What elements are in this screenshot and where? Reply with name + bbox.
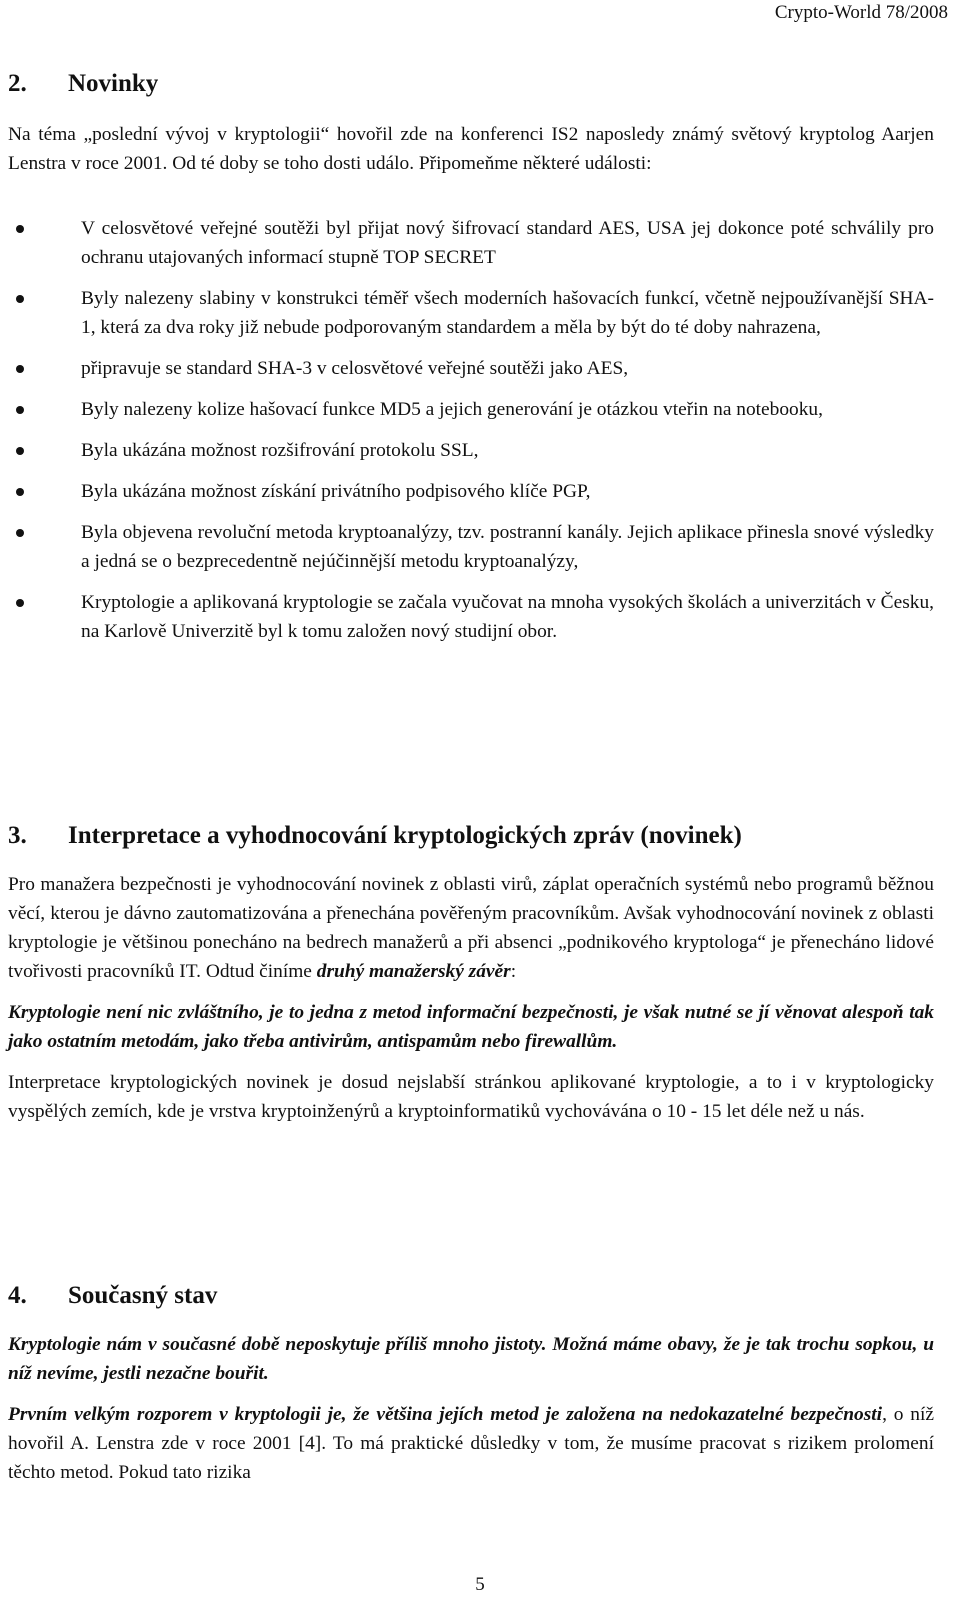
section-3-number: 3.: [8, 822, 27, 849]
list-item: Byla objevena revoluční metoda kryptoanalýzy, tzv. postranní kanály. Jejich aplikace přinesla snové výsledky a jedná se o bezprecedentně nejúčinnější metodu kryptoanalýzy,: [8, 518, 934, 576]
bullet-icon: [16, 529, 24, 537]
list-item: připravuje se standard SHA-3 v celosvětové veřejné soutěži jako AES,: [8, 354, 934, 383]
list-item: Byla ukázána možnost rozšifrování protokolu SSL,: [8, 436, 934, 465]
section-2-intro-block: [8, 120, 934, 178]
section-3-conclusion: Kryptologie není nic zvláštního, je to jedna z metod informační bezpečnosti, je však nutné se jí věnovat alespoň tak jako ostatním metodám, jako třeba antivirům, antispamům nebo firewallům.: [8, 1002, 934, 1052]
section-3-paragraph-2: Interpretace kryptologických novinek je dosud nejslabší stránkou aplikované kryptologie, a to i v kryptologicky vyspělých zemích, kde je vrstva kryptoinženýrů a kryptoinformatiků vychovávána o 10 - 15 let déle než u nás.: [8, 1072, 934, 1122]
list-item: V celosvětové veřejné soutěži byl přijat nový šifrovací standard AES, USA jej dokonce poté schválily pro ochranu utajovaných informací stupně TOP SECRET: [8, 214, 934, 272]
section-2-title: Novinky: [68, 70, 159, 97]
page-number: 5: [475, 1574, 485, 1595]
section-4-number: 4.: [8, 1282, 27, 1309]
bullet-icon: [16, 447, 24, 455]
bullet-icon: [16, 295, 24, 303]
bullet-icon: [16, 488, 24, 496]
bullet-icon: [16, 599, 24, 607]
list-item: Byly nalezeny slabiny v konstrukci téměř všech moderních hašovacích funkcí, včetně nejpoužívanější SHA-1, která za dva roky již nebude podporovaným standardem a měla by být do té doby nahrazena,: [8, 284, 934, 342]
section-3-heading: [8, 822, 742, 850]
list-item: Byly nalezeny kolize hašovací funkce MD5 a jejich generování je otázkou vteřin na notebooku,: [8, 395, 934, 424]
section-4-heading: [8, 1282, 217, 1310]
section-4-paragraph-1: Kryptologie nám v současné době neposkytuje příliš mnoho jistoty. Možná máme obavy, že je tak trochu sopkou, u níž nevíme, jestli nezačne bouřit.: [8, 1334, 934, 1384]
section-4-title: Současný stav: [68, 1282, 218, 1309]
second-manager-conclusion-label: druhý manažerský závěr: [316, 961, 511, 982]
list-item: Kryptologie a aplikovaná kryptologie se začala vyučovat na mnoha vysokých školách a univerzitách v Česku, na Karlově Univerzitě byl k tomu založen nový studijní obor.: [8, 588, 934, 646]
bullet-icon: [16, 406, 24, 414]
section-2-bullet-list: [8, 214, 934, 646]
section-2-number: 2.: [8, 70, 27, 97]
bullet-icon: [16, 365, 24, 373]
section-3-body: [8, 870, 934, 1126]
running-head: Crypto-World 78/2008: [774, 2, 948, 23]
list-item: Byla ukázána možnost získání privátního podpisového klíče PGP,: [8, 477, 934, 506]
section-3-paragraph-1: Pro manažera bezpečnosti je vyhodnocování novinek z oblasti virů, záplat operačních systémů nebo programů běžnou věcí, kterou je dávno zautomatizována a přenechána pověřeným pracovníkům. Avšak vyhodnocování novinek z oblasti kryptologie je většinou ponecháno na bedrech manažerů a při absenci „podnikového kryptologa“ je přenecháno lidové tvořivosti pracovníků IT. Odtud činíme druhý manažerský závěr:: [8, 874, 934, 982]
section-2-intro: Na téma „poslední vývoj v kryptologii“ hovořil zde na konferenci IS2 naposledy známý světový kryptolog Aarjen Lenstra v roce 2001. Od té doby se toho dosti událo. Připomeňme některé události:: [8, 124, 934, 174]
section-3-title: Interpretace a vyhodnocování kryptologických zpráv (novinek): [68, 822, 742, 849]
bullet-icon: [16, 225, 24, 233]
section-2-heading: [8, 70, 158, 98]
section-4-paragraph-2: Prvním velkým rozporem v kryptologii je, že většina jejích metod je založena na nedokazatelné bezpečnosti, o níž hovořil A. Lenstra zde v roce 2001 [4]. To má praktické důsledky v tom, že musíme pracovat s rizikem prolomení těchto metod. Pokud tato rizika: [8, 1404, 934, 1483]
section-4-body: [8, 1330, 934, 1487]
